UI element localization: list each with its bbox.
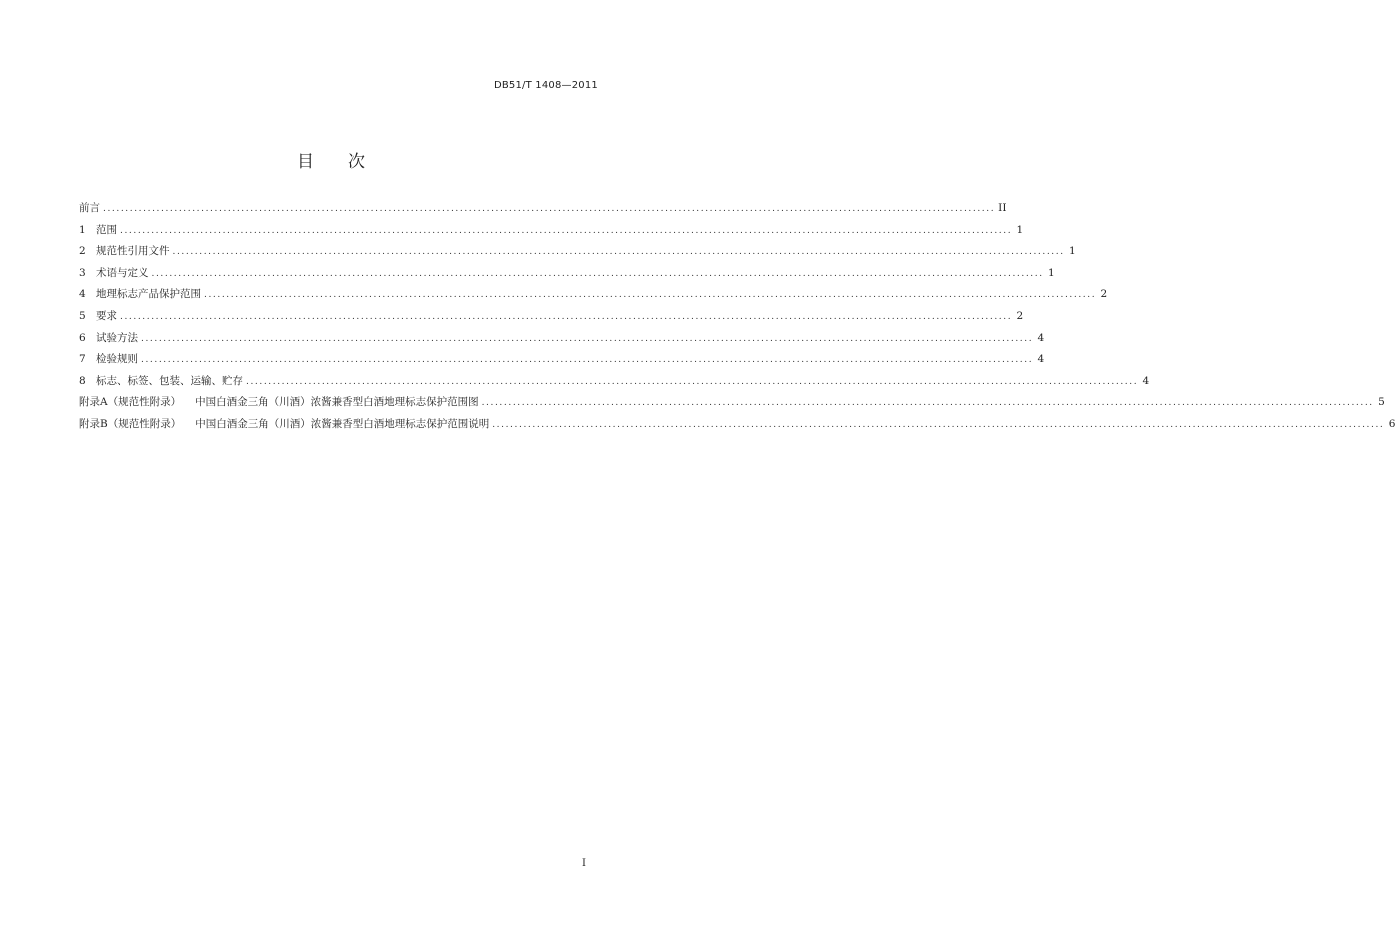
page-number: I — [582, 858, 586, 869]
toc-entry-page: 6 — [1388, 417, 1395, 430]
toc-entry-page: 1 — [1068, 245, 1076, 258]
toc-leader-dots: ........................................................................................................................................................................................................ — [151, 268, 1044, 279]
toc-entry-number: 4 — [79, 288, 86, 301]
toc-leader-dots: ........................................................................................................................................................................................................ — [492, 419, 1385, 430]
toc-leader-dots: ........................................................................................................................................................................................................ — [141, 333, 1034, 344]
toc-entry-label: 地理标志产品保护范围 — [96, 288, 201, 301]
page-title: 目次 — [297, 152, 399, 172]
toc-entry-number: 2 — [79, 245, 86, 258]
toc-entry-foreword[interactable] — [79, 200, 1007, 222]
toc-entry-label: 前言 — [79, 202, 100, 214]
toc-entry-label: 规范性引用文件 — [96, 245, 170, 258]
toc-leader-dots: ........................................................................................................................................................................................................ — [120, 311, 1013, 322]
toc-appendix-title: 中国白酒金三角（川酒）浓酱兼香型白酒地理标志保护范围说明 — [195, 417, 490, 430]
toc-entry-marking-packaging[interactable] — [79, 373, 1150, 395]
document-code: DB51/T 1408—2011 — [493, 80, 598, 91]
toc-entry-appendix-a[interactable] — [79, 394, 1385, 416]
toc-entry-protection-scope[interactable] — [79, 286, 1108, 308]
toc-entry-page: 2 — [1100, 288, 1108, 301]
toc-entry-page: 5 — [1378, 396, 1385, 409]
toc-entry-label: 标志、标签、包装、运输、贮存 — [96, 374, 243, 387]
toc-entry-appendix-b[interactable] — [79, 416, 1395, 438]
toc-leader-dots: ........................................................................................................................................................................................................ — [204, 290, 1097, 301]
toc-leader-dots: ........................................................................................................................................................................................................ — [481, 398, 1374, 409]
toc-leader-dots: ........................................................................................................................................................................................................ — [141, 355, 1034, 366]
toc-entry-number: 8 — [79, 374, 86, 387]
toc-entry-number: 5 — [79, 309, 86, 322]
toc-entry-number: 1 — [79, 223, 86, 236]
toc-entry-requirements[interactable] — [79, 308, 1024, 330]
toc-entry-terms-definitions[interactable] — [79, 265, 1055, 287]
toc-entry-page: II — [998, 202, 1007, 214]
toc-leader-dots: ........................................................................................................................................................................................................ — [120, 225, 1013, 236]
toc-entry-test-methods[interactable] — [79, 330, 1045, 352]
toc-leader-dots: ........................................................................................................................................................................................................ — [103, 204, 996, 214]
toc-appendix-title: 中国白酒金三角（川酒）浓酱兼香型白酒地理标志保护范围图 — [195, 396, 479, 409]
toc-entry-number: 7 — [79, 353, 86, 366]
toc-appendix-label: 附录B（规范性附录） — [79, 417, 182, 430]
toc-entry-scope[interactable] — [79, 222, 1024, 244]
toc-entry-page: 4 — [1037, 331, 1045, 344]
toc-entry-page: 2 — [1016, 309, 1024, 322]
toc-appendix-label: 附录A（规范性附录） — [79, 396, 182, 409]
toc-entry-number: 6 — [79, 331, 86, 344]
toc-entry-page: 1 — [1016, 223, 1024, 236]
toc-entry-label: 要求 — [96, 309, 117, 322]
toc-entry-inspection-rules[interactable] — [79, 351, 1045, 373]
toc-entry-normative-references[interactable] — [79, 243, 1076, 265]
toc-entry-page: 1 — [1047, 266, 1055, 279]
toc-entry-page: 4 — [1142, 374, 1150, 387]
table-of-contents — [79, 200, 1395, 438]
toc-leader-dots: ........................................................................................................................................................................................................ — [172, 247, 1065, 258]
toc-leader-dots: ........................................................................................................................................................................................................ — [246, 376, 1139, 387]
toc-entry-label: 检验规则 — [96, 353, 138, 366]
toc-entry-label: 试验方法 — [96, 331, 138, 344]
toc-entry-number: 3 — [79, 266, 86, 279]
toc-entry-page: 4 — [1037, 353, 1045, 366]
toc-entry-label: 术语与定义 — [96, 266, 149, 279]
toc-entry-label: 范围 — [96, 223, 117, 236]
